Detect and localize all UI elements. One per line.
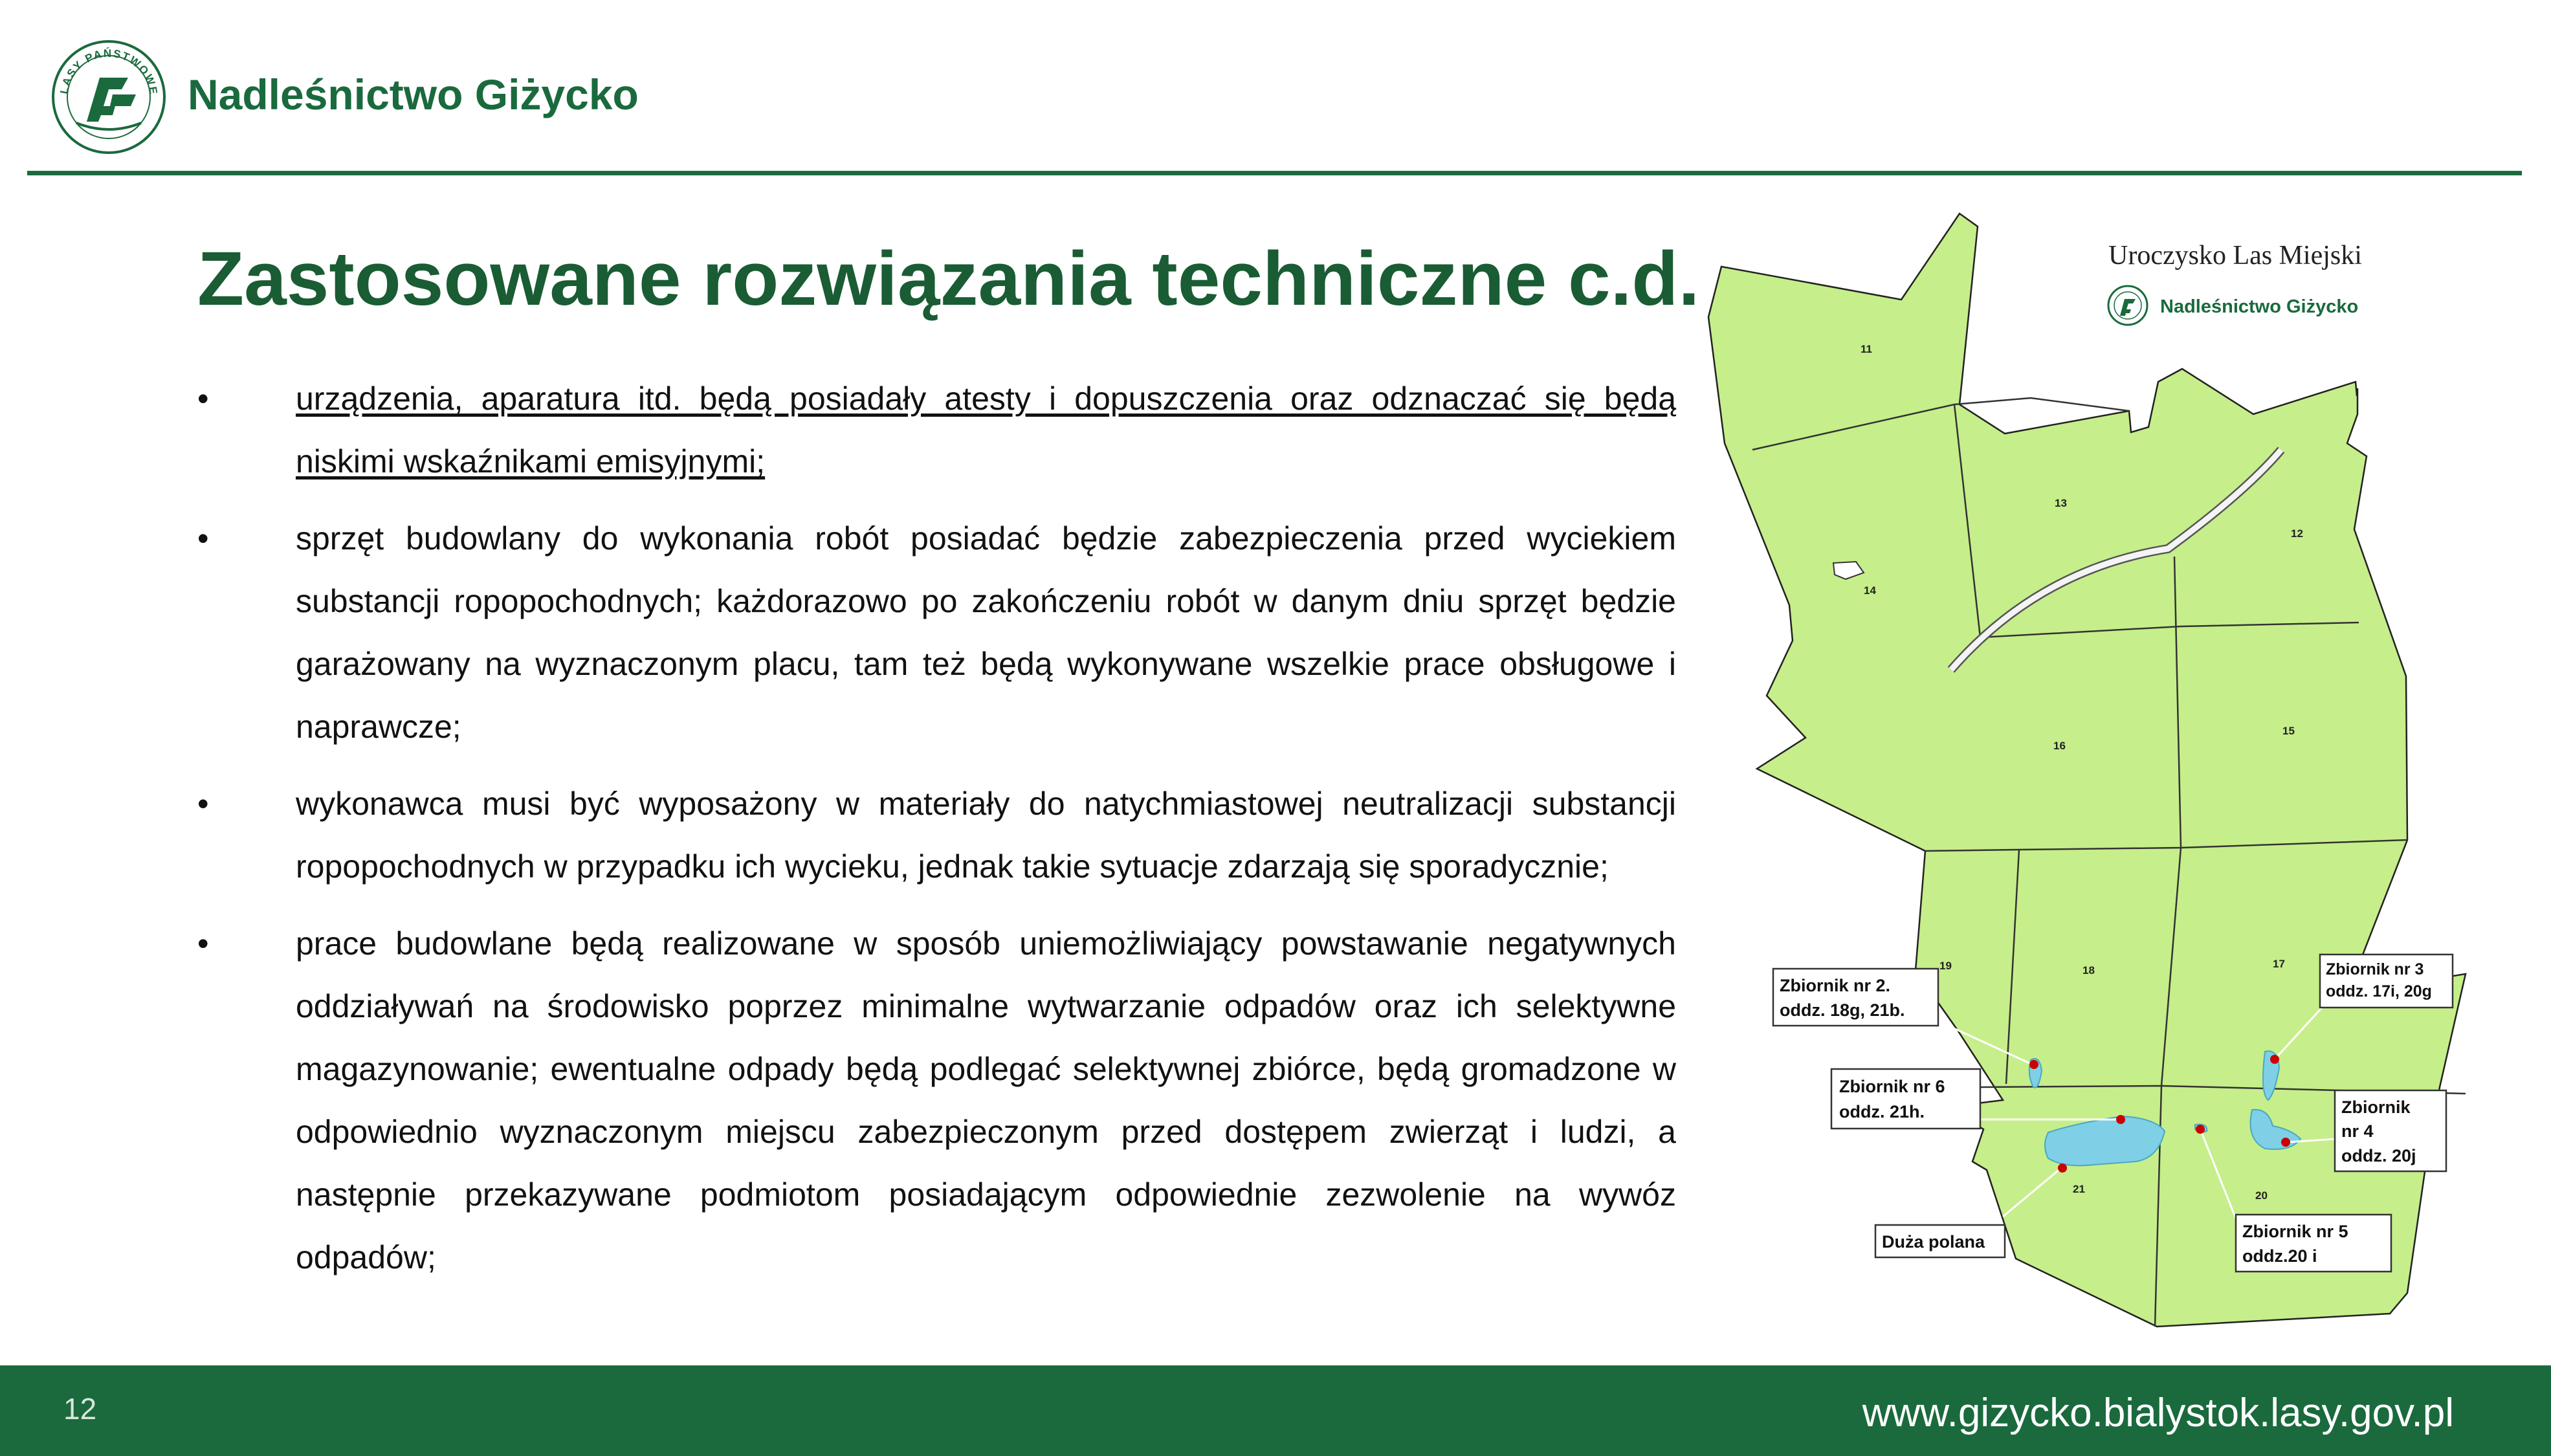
section-label: 11 (1861, 343, 1872, 355)
marker (2281, 1138, 2290, 1147)
callout-zbiornik-6 (1831, 1069, 1980, 1129)
svg-text:oddz. 20j: oddz. 20j (2341, 1146, 2416, 1165)
list-item (197, 507, 1676, 758)
bullet-text: prace budowlane będą realizowane w sposób uniemożliwiający powstawanie negatywnych oddziaływań na środowisko poprzez minimalne wytwarzanie odpadów oraz ich selektywne magazynowanie; ewentualne odpady będą podlegać selektywnej zbiórce, będą gromadzone w odpowiednio wyznaczonym miejscu zabezpieczonym przed dostępem zwierząt i ludzi, a następnie przekazywane podmiotom posiadającym odpowiednie zezwolenie na wywóz odpadów; (296, 925, 1676, 1275)
org-name: Nadleśnictwo Giżycko (188, 71, 639, 118)
bullet-list (197, 368, 1676, 1303)
svg-text:Zbiornik nr 5: Zbiornik nr 5 (2242, 1222, 2348, 1241)
list-item (197, 912, 1676, 1289)
callout-zbiornik-2 (1773, 969, 1938, 1026)
svg-text:oddz.20 i: oddz.20 i (2242, 1246, 2317, 1266)
page-number: 12 (63, 1392, 97, 1426)
svg-text:oddz. 18g, 21b.: oddz. 18g, 21b. (1780, 1000, 1905, 1020)
map-brand-logo (2108, 286, 2147, 325)
list-item (197, 368, 1676, 493)
section-label: 14 (1864, 584, 1876, 597)
section-label: 12 (2291, 527, 2303, 540)
section-label: 20 (2255, 1189, 2268, 1202)
section-label: 19 (1939, 960, 1952, 972)
lasy-panstwowe-logo (50, 39, 167, 155)
svg-text:Zbiornik nr 3: Zbiornik nr 3 (2326, 960, 2424, 978)
callout-zbiornik-5 (2236, 1215, 2391, 1272)
section-label: 17 (2273, 958, 2285, 970)
list-item (197, 773, 1676, 898)
svg-text:oddz. 17i, 20g: oddz. 17i, 20g (2326, 982, 2432, 1000)
bullet-marker: • (197, 520, 209, 557)
marker (2270, 1055, 2279, 1064)
svg-text:Duża polana: Duża polana (1882, 1232, 1985, 1252)
callout-duza-polana (1875, 1225, 2005, 1257)
section-label: 18 (2082, 964, 2095, 976)
map-brand: Nadleśnictwo Giżycko (2160, 296, 2359, 317)
marker (2029, 1060, 2038, 1069)
forest-map (1689, 201, 2530, 1352)
footer-url[interactable]: www.gizycko.bialystok.lasy.gov.pl (1862, 1391, 2454, 1435)
marker (2058, 1164, 2067, 1173)
svg-text:LASY PAŃSTWOWE: LASY PAŃSTWOWE (58, 47, 160, 96)
section-label: 16 (2053, 740, 2066, 752)
callout-zbiornik-3 (2320, 954, 2453, 1008)
callout-zbiornik-4 (2335, 1090, 2446, 1171)
svg-text:nr 4: nr 4 (2341, 1121, 2374, 1141)
marker (2196, 1125, 2205, 1134)
page-title: Zastosowane rozwiązania techniczne c.d. (197, 236, 1700, 322)
bullet-text: wykonawca musi być wyposażony w materiały do natychmiastowej neutralizacji substancji ropopochodnych w przypadku ich wycieku, jednak takie sytuacje zdarzają się sporadycznie; (296, 786, 1676, 885)
bullet-marker: • (197, 925, 209, 962)
svg-text:Zbiornik: Zbiornik (2341, 1098, 2411, 1117)
section-label: 15 (2282, 725, 2295, 737)
bullet-text: sprzęt budowlany do wykonania robót posiadać będzie zabezpieczenia przed wyciekiem substancji ropopochodnych; każdorazowo po zakończeniu robót w danym dniu sprzęt będzie garażowany na wyznaczonym placu, tam też będą wykonywane wszelkie prace obsługowe i naprawcze; (296, 520, 1676, 745)
bullet-marker: • (197, 786, 209, 822)
svg-text:oddz. 21h.: oddz. 21h. (1839, 1102, 1925, 1121)
section-label: 13 (2055, 497, 2067, 509)
bullet-text: urządzenia, aparatura itd. będą posiadały atesty i dopuszczenia oraz odznaczać się będą niskimi wskaźnikami emisyjnymi; (296, 381, 1676, 480)
bullet-marker: • (197, 381, 209, 417)
svg-text:Zbiornik nr 2.: Zbiornik nr 2. (1780, 976, 1891, 995)
header-divider (27, 171, 2522, 175)
marker (2116, 1115, 2125, 1124)
section-label: 21 (2073, 1183, 2085, 1195)
svg-text:Zbiornik nr 6: Zbiornik nr 6 (1839, 1077, 1945, 1096)
map-title: Uroczysko Las Miejski (2108, 241, 2362, 270)
